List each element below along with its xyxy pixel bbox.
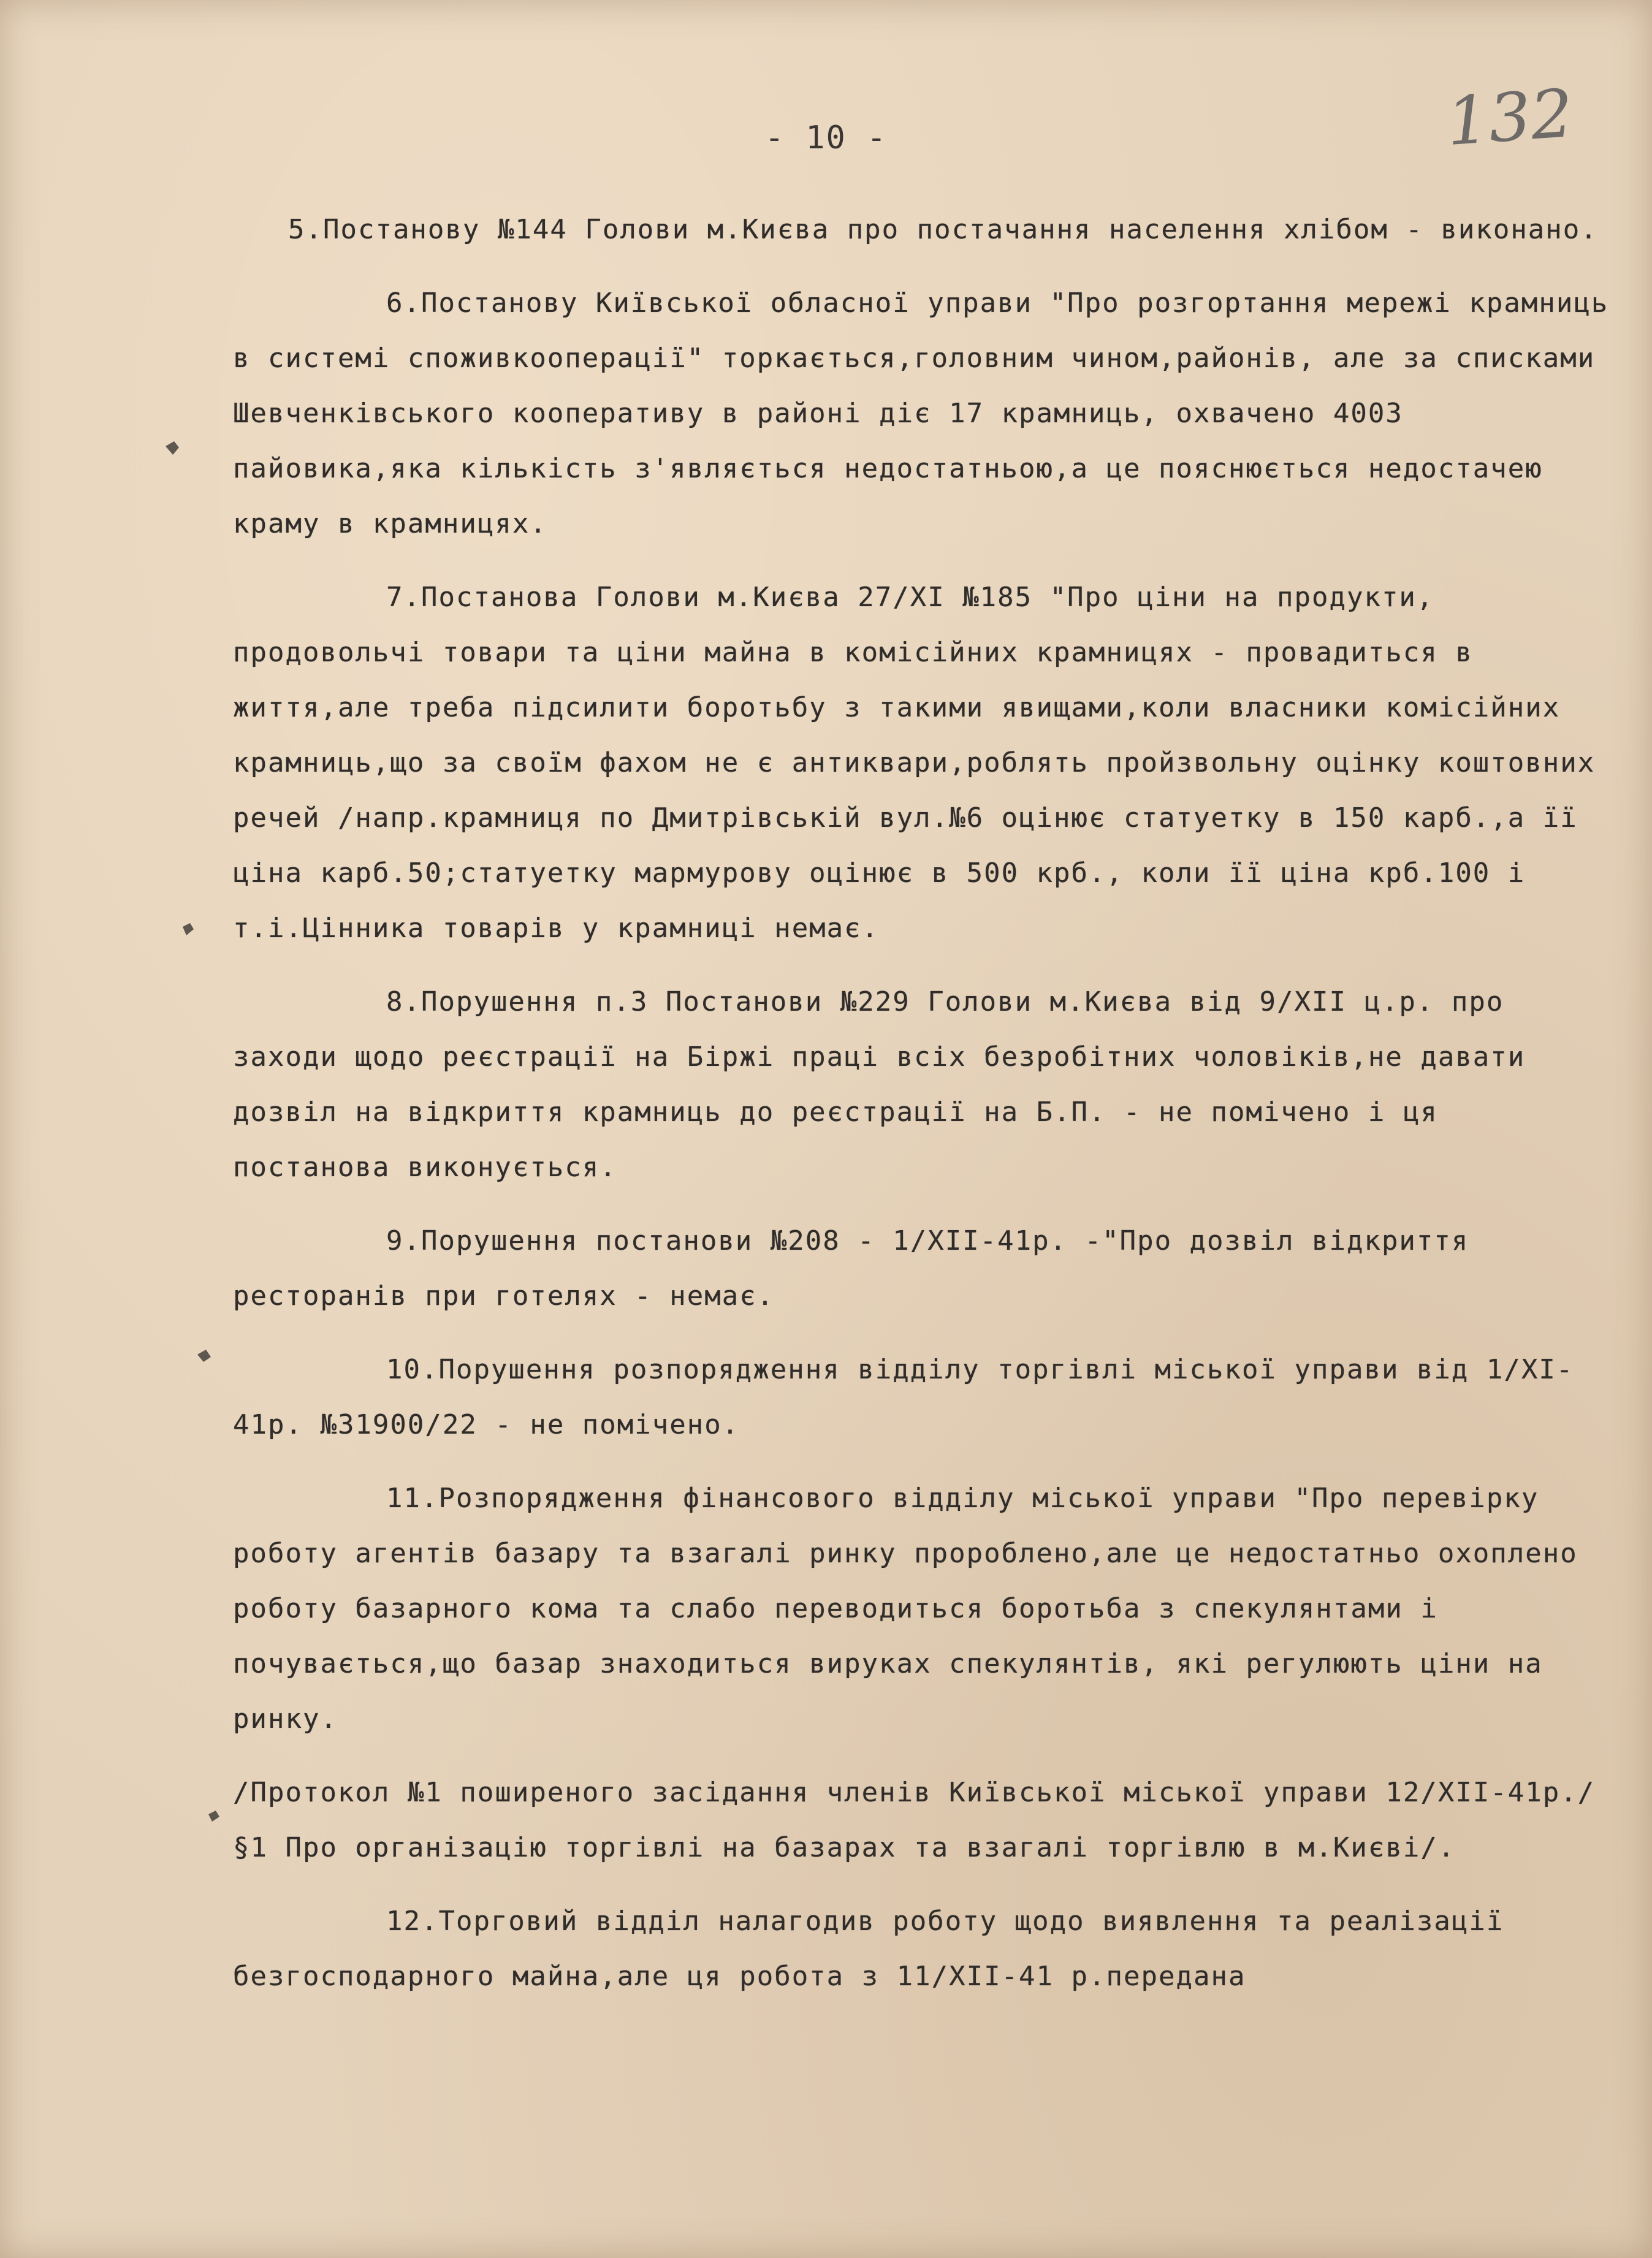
item-8-paragraph: 8.Порушення п.3 Постанови №229 Голови м.Києва від 9/XII ц.р. про заходи щодо реєстрації на Біржі праці всіх безробітних чоловіків,не давати дозвіл на відкриття крамниць до реєстрації на Б.П. - не помічено і ця постанова виконується. bbox=[233, 986, 1543, 1183]
page-number: - 10 - bbox=[764, 120, 888, 156]
binding-hole-mark bbox=[166, 441, 179, 455]
item-5-paragraph: 5.Постанову №144 Голови м.Києва про постачання населення хлібом - виконано. bbox=[288, 214, 1598, 245]
item-6-paragraph: 6.Постанову Київської обласної управи "Про розгортання мережі крамниць в системі споживкооперації" торкається,головним чином,районів, але за списками Шевченківського кооперативу в районі діє 17 крамниць, охвачено 4003 пайовика,яка кількість з'являється недостатньою,а це пояснюється недостачею краму в крамницях. bbox=[233, 287, 1626, 539]
binding-hole-mark bbox=[208, 1811, 219, 1822]
document-body bbox=[233, 202, 1626, 2004]
archive-folio-number: 132 bbox=[1444, 75, 1576, 161]
item-9-paragraph: 9.Порушення постанови №208 - 1/XII-41р. -"Про дозвіл відкриття ресторанів при готелях - немає. bbox=[233, 1225, 1486, 1312]
item-11-paragraph: 11.Розпорядження фінансового відділу міської управи "Про перевірку роботу агентів базару та взагалі ринку пророблено,але це недостатньо охоплено роботу базарного кома та слабо переводиться боротьба з спекулянтами і почувається,що базар знаходиться вируках спекулянтів, які регулюють ціни на ринку. bbox=[233, 1483, 1596, 1735]
item-10-paragraph: 10.Порушення розпорядження відділу торгівлі міської управи від 1/XI-41р. №31900/22 - не помічено. bbox=[233, 1354, 1574, 1440]
binding-hole-mark bbox=[183, 923, 194, 935]
item-7-paragraph: 7.Постанова Голови м.Києва 27/XI №185 "Про ціни на продукти, продовольчі товари та ціни майна в комісійних крамницях - провадиться в життя,але треба підсилити боротьбу з такими явищами,коли власники комісійних крамниць,що за своїм фахом не є антиквари,роблять пройзвольну оцінку коштовних речей /напр.крамниця по Дмитрівській вул.№6 оцінює статуетку в 150 карб.,а її ціна карб.50;статуетку мармурову оцінює в 500 крб., коли її ціна крб.100 і т.і.Цінника товарів у крамниці немає. bbox=[233, 582, 1613, 944]
binding-hole-mark bbox=[197, 1350, 211, 1362]
item-12-paragraph: 12.Торговий відділ налагодив роботу щодо виявлення та реалізації безгосподарного майна,але ця робота з 11/XII-41 р.передана bbox=[233, 1906, 1521, 1992]
protocol-reference-paragraph: /Протокол №1 поширеного засідання членів Київської міської управи 12/XII-41р./ §1 Про організацію торгівлі на базарах та взагалі торгівлю в м.Києві/. bbox=[233, 1777, 1613, 1863]
